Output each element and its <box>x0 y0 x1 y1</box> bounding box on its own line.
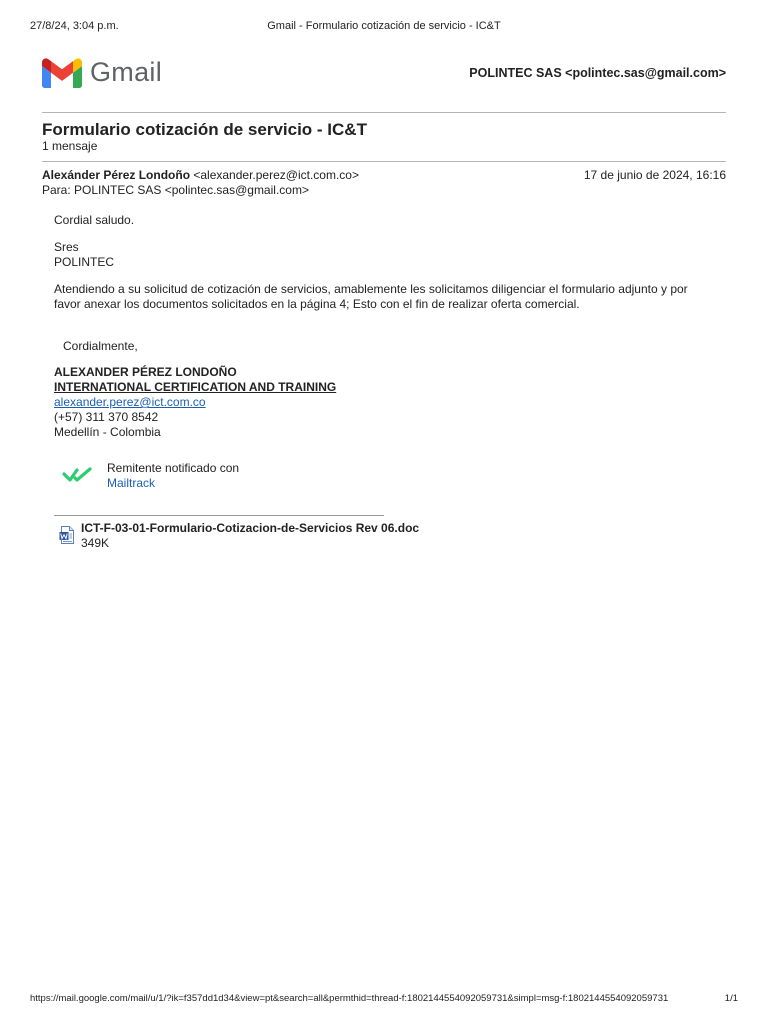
attachment-size: 349K <box>81 536 110 550</box>
signature-location: Medellín - Colombia <box>54 425 161 439</box>
attachment-filename[interactable]: ICT-F-03-01-Formulario-Cotizacion-de-Servicios Rev 06.doc <box>81 521 420 535</box>
addressee-line-2: POLINTEC <box>54 255 115 269</box>
message-count: 1 mensaje <box>42 139 98 153</box>
greeting: Cordial saludo. <box>54 213 135 227</box>
thread-subject: Formulario cotización de servicio - IC&T <box>42 120 367 139</box>
print-footer-url: https://mail.google.com/mail/u/1/?ik=f357dd1d34&view=pt&search=all&permthid=thread-f:1802144554092059731&simpl=msg-f:1802144554092059731 <box>30 993 669 1004</box>
print-datetime: 27/8/24, 3:04 p.m. <box>30 20 119 32</box>
addressee-line-1: Sres <box>54 240 79 254</box>
closing: Cordialmente, <box>63 339 138 353</box>
signature-company: INTERNATIONAL CERTIFICATION AND TRAINING <box>54 380 337 394</box>
signature-phone: (+57) 311 370 8542 <box>54 410 159 424</box>
signature-email-link[interactable]: alexander.perez@ict.com.co <box>54 395 206 409</box>
mailtrack-link[interactable]: Mailtrack <box>107 476 156 490</box>
account-label: POLINTEC SAS <polintec.sas@gmail.com> <box>469 66 726 80</box>
print-title: Gmail - Formulario cotización de servicio - IC&T <box>267 20 501 32</box>
mailtrack-note <box>107 461 239 491</box>
header-divider <box>42 112 726 113</box>
message-date: 17 de junio de 2024, 16:16 <box>583 168 726 182</box>
word-document-icon[interactable] <box>59 526 75 544</box>
double-check-icon <box>62 463 94 485</box>
sender <box>42 168 359 182</box>
print-page-number: 1/1 <box>724 993 738 1004</box>
sender-name: Alexánder Pérez Londoño <box>42 168 191 182</box>
gmail-logo-icon <box>42 58 82 88</box>
mailtrack-text: Remitente notificado con <box>107 461 240 475</box>
signature-name: ALEXANDER PÉREZ LONDOÑO <box>54 365 237 379</box>
body-paragraph: Atendiendo a su solicitud de cotización de servicios, amablemente les solicitamos diligenciar el formulario adjunto y por favor anexar los documentos solicitados en la página 4; Esto con el fin de realizar oferta comercial. <box>54 282 688 311</box>
recipient: Para: POLINTEC SAS <polintec.sas@gmail.com> <box>42 183 309 197</box>
attachment-divider <box>54 515 384 516</box>
sender-email: <alexander.perez@ict.com.co> <box>190 168 359 182</box>
gmail-wordmark: Gmail <box>90 57 163 87</box>
subject-divider <box>42 161 726 162</box>
